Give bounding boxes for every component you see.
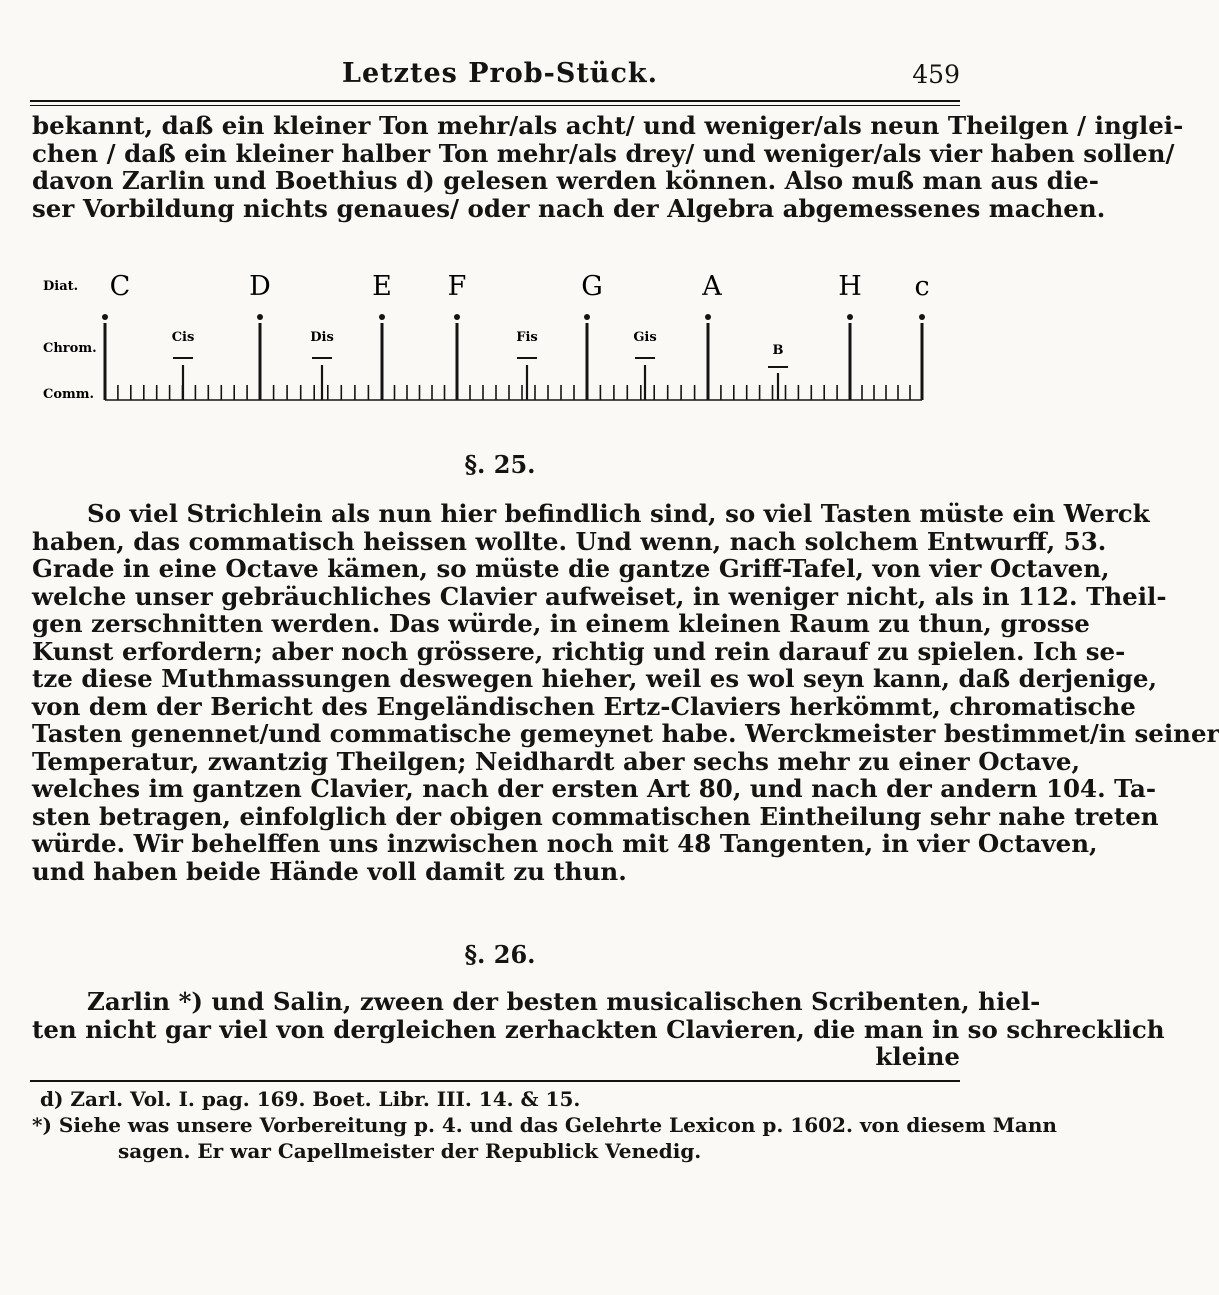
note-G: G xyxy=(581,271,603,302)
diatonic-dividers xyxy=(105,323,922,400)
text-line: Grade in eine Octave kämen, so müste die gantze Griff-Tafel, von vier Octaven, xyxy=(32,554,1110,583)
text-line: Temperatur, zwantzig Theilgen; Neidhardt aber sechs mehr zu einer Octave, xyxy=(32,746,1080,776)
text-line: Zarlin *) und Salin, zween der besten musicalischen Scribenten, hiel- xyxy=(87,987,1041,1016)
chromatic-Gis: Gis xyxy=(633,330,657,345)
text-line: davon Zarlin und Boethius d) gelesen werden können. Also muß man aus die- xyxy=(32,166,1099,195)
header-rule xyxy=(30,100,960,106)
chromatic-B: B xyxy=(772,343,784,358)
footnote-star-cont: sagen. Er war Capellmeister der Republick Venedig. xyxy=(118,1139,702,1163)
text-line: Kunst erfordern; aber noch grössere, richtig und rein darauf zu spielen. Ich se- xyxy=(32,636,1126,666)
section-heading-26: §. 26. xyxy=(464,940,536,969)
text-line: bekannt, daß ein kleiner Ton mehr/als acht/ und weniger/als neun Theilgen / inglei- xyxy=(32,111,1184,140)
text-line: Tasten genennet/und commatische gemeynet habe. Werckmeister bestimmet/in seiner xyxy=(32,719,1219,748)
note-c: c xyxy=(914,271,930,302)
text-line: und haben beide Hände voll damit zu thun. xyxy=(32,856,627,886)
footnote-star: *) Siehe was unsere Vorbereitung p. 4. und das Gelehrte Lexicon p. 1602. von diesem Mann xyxy=(32,1113,1057,1137)
note-D: D xyxy=(249,271,271,302)
text-line: welches im gantzen Clavier, nach der ersten Art 80, und nach der andern 104. Ta- xyxy=(32,774,1157,803)
footnotes xyxy=(32,1086,1057,1164)
note-A: A xyxy=(702,271,722,302)
text-line: welche unser gebräuchliches Clavier aufweiset, in weniger nicht, als in 112. Theil- xyxy=(32,581,1167,611)
running-title: Letztes Prob-Stück. xyxy=(342,58,658,89)
diatonic-markers xyxy=(102,314,925,320)
text-line: würde. Wir behelffen uns inzwischen noch mit 48 Tangenten, in vier Octaven, xyxy=(32,829,1098,858)
final-paragraph xyxy=(32,987,1165,1071)
text-line: sten betragen, einfolglich der obigen commatischen Eintheilung sehr nahe treten xyxy=(32,801,1159,831)
row-label-chrom: Chrom. xyxy=(43,341,97,356)
intro-paragraph xyxy=(32,111,1184,223)
text-line: gen zerschnitten werden. Das würde, in einem kleinen Raum zu thun, grosse xyxy=(32,609,1090,638)
footnote-rule xyxy=(30,1080,960,1082)
text-line: haben, das commatisch heissen wollte. Und wenn, nach solchem Entwurff, 53. xyxy=(32,526,1107,556)
text-line: tze diese Muthmassungen deswegen hieher, weil es wol seyn kann, daß derjenige, xyxy=(32,664,1158,693)
text-line: ten nicht gar viel von dergleichen zerhackten Clavieren, die man in so schrecklich xyxy=(32,1014,1165,1044)
catchword: kleine xyxy=(875,1042,960,1071)
text-line: ser Vorbildung nichts genaues/ oder nach der Algebra abgemessenes machen. xyxy=(32,193,1106,223)
text-line: von dem der Bericht des Engeländischen Ertz-Claviers herkömmt, chromatische xyxy=(32,691,1136,721)
chromatic-Dis: Dis xyxy=(310,330,334,345)
note-E: E xyxy=(372,271,392,302)
note-H: H xyxy=(838,271,862,302)
text-line: So viel Strichlein als nun hier befindlich sind, so viel Tasten müste ein Werck xyxy=(87,499,1150,528)
main-paragraph xyxy=(32,499,1219,886)
row-label-diat: Diat. xyxy=(43,279,79,294)
note-C: C xyxy=(109,271,131,302)
note-F: F xyxy=(447,271,467,302)
temperament-diagram xyxy=(0,255,1000,415)
footnote-d: d) Zarl. Vol. I. pag. 169. Boet. Libr. III. 14. & 15. xyxy=(40,1087,581,1111)
chromatic-Fis: Fis xyxy=(516,330,538,345)
text-line: chen / daß ein kleiner halber Ton mehr/als drey/ und weniger/als vier haben sollen/ xyxy=(32,138,1175,168)
row-label-comm: Comm. xyxy=(43,387,95,402)
comma-ticks xyxy=(118,365,910,400)
chromatic-dashes xyxy=(173,358,788,367)
page-number: 459 xyxy=(912,60,960,89)
section-heading-25: §. 25. xyxy=(464,450,536,479)
chromatic-Cis: Cis xyxy=(171,330,195,345)
